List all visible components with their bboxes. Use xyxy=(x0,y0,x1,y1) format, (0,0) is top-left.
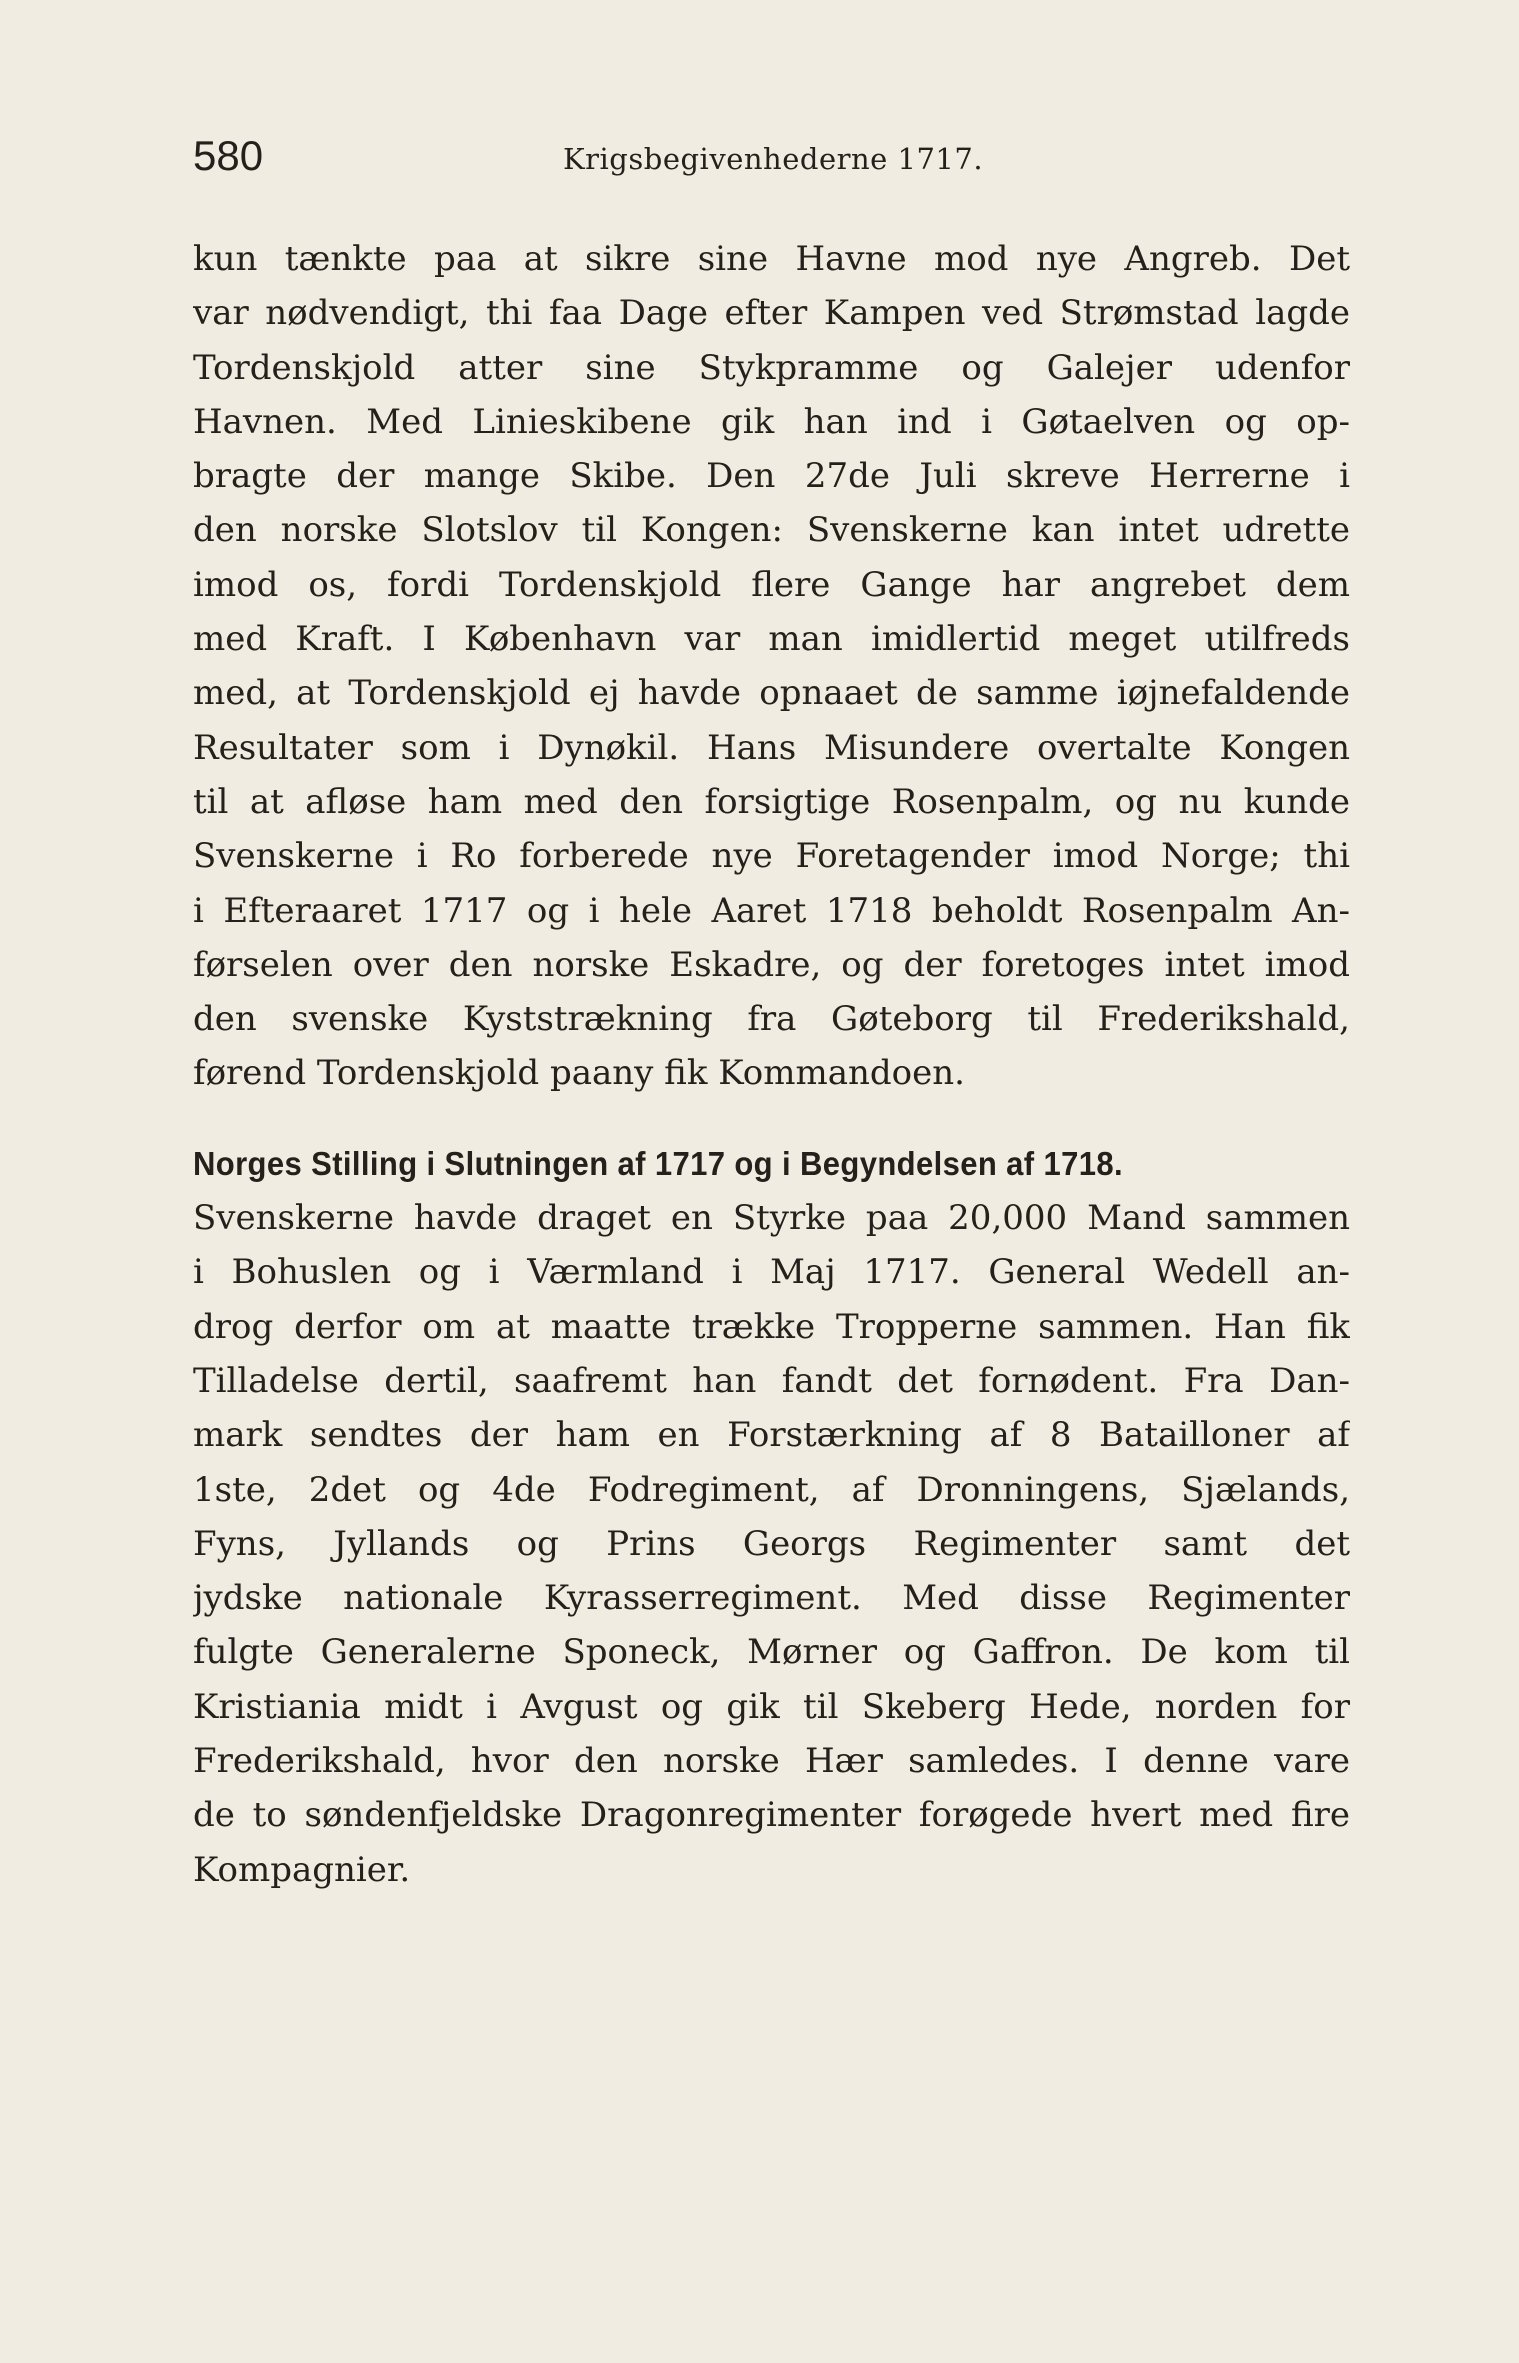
text-line: imod os, fordi Tordenskjold flere Gange har angrebet dem xyxy=(193,564,1350,605)
text-line: med, at Tordenskjold ej havde opnaaet de samme iøjnefaldende xyxy=(193,673,1350,714)
running-head: Krigsbegivenhederne 1717. xyxy=(563,142,984,176)
text-line: Resultater som i Dynøkil. Hans Misundere overtalte Kongen xyxy=(193,727,1350,768)
text-line: Kompagnier. xyxy=(193,1849,411,1890)
text-line: Svenskerne havde draget en Styrke paa 20,000 Mand sammen xyxy=(193,1198,1350,1239)
text-line: drog derfor om at maatte trække Tropperne sammen. Han fik xyxy=(193,1306,1350,1347)
text-line: den svenske Kyststrækning fra Gøteborg til Frederikshald, xyxy=(193,999,1350,1040)
text-line: Kristiania midt i Avgust og gik til Skeberg Hede, norden for xyxy=(193,1686,1350,1727)
text-line: Havnen. Med Linieskibene gik han ind i Gøtaelven og op- xyxy=(193,401,1350,442)
text-line: Fyns, Jyllands og Prins Georgs Regimenter samt det xyxy=(193,1523,1350,1564)
text-line: med Kraft. I København var man imidlertid meget utilfreds xyxy=(193,619,1350,660)
text-line: bragte der mange Skibe. Den 27de Juli skreve Herrerne i xyxy=(193,456,1350,497)
text-line: i Bohuslen og i Værmland i Maj 1717. General Wedell an- xyxy=(193,1252,1350,1293)
text-line: 1ste, 2det og 4de Fodregiment, af Dronningens, Sjælands, xyxy=(193,1469,1350,1510)
page-number: 580 xyxy=(193,132,264,179)
text-line: til at afløse ham med den forsigtige Rosenpalm, og nu kunde xyxy=(193,781,1350,822)
text-line: kun tænkte paa at sikre sine Havne mod nye Angreb. Det xyxy=(193,239,1350,279)
text-line: i Efteraaret 1717 og i hele Aaret 1718 beholdt Rosenpalm An- xyxy=(193,890,1350,931)
text-line: førselen over den norske Eskadre, og der foretoges intet imod xyxy=(193,944,1350,985)
text-line: var nødvendigt, thi faa Dage efter Kampen ved Strømstad lagde xyxy=(193,293,1350,334)
body-text xyxy=(193,232,1350,1897)
text-line: de to søndenfjeldske Dragonregimenter forøgede hvert med fire xyxy=(193,1795,1350,1836)
section-heading: Norges Stilling i Slutningen af 1717 og i Begyndelsen af 1718. xyxy=(193,1144,1124,1182)
paragraph-2 xyxy=(193,1191,1350,1897)
text-line: Frederikshald, hvor den norske Hær samledes. I denne vare xyxy=(193,1741,1350,1782)
text-line: den norske Slotslov til Kongen: Svenskerne kan intet udrette xyxy=(193,510,1350,551)
page-header xyxy=(193,132,1343,192)
text-line: Svenskerne i Ro forberede nye Foretagender imod Norge; thi xyxy=(193,836,1350,877)
text-line: førend Tordenskjold paany fik Kommandoen. xyxy=(193,1053,965,1094)
paragraph-1 xyxy=(193,232,1350,1101)
text-line: jydske nationale Kyrasserregiment. Med disse Regimenter xyxy=(193,1578,1350,1619)
section-gap xyxy=(193,1101,1350,1137)
text-line: Tordenskjold atter sine Stykpramme og Galejer udenfor xyxy=(193,347,1350,388)
text-line: Tilladelse dertil, saafremt han fandt det fornødent. Fra Dan- xyxy=(193,1360,1350,1401)
text-line: mark sendtes der ham en Forstærkning af 8 Batailloner af xyxy=(193,1415,1350,1456)
text-line: fulgte Generalerne Sponeck, Mørner og Gaffron. De kom til xyxy=(193,1632,1350,1673)
